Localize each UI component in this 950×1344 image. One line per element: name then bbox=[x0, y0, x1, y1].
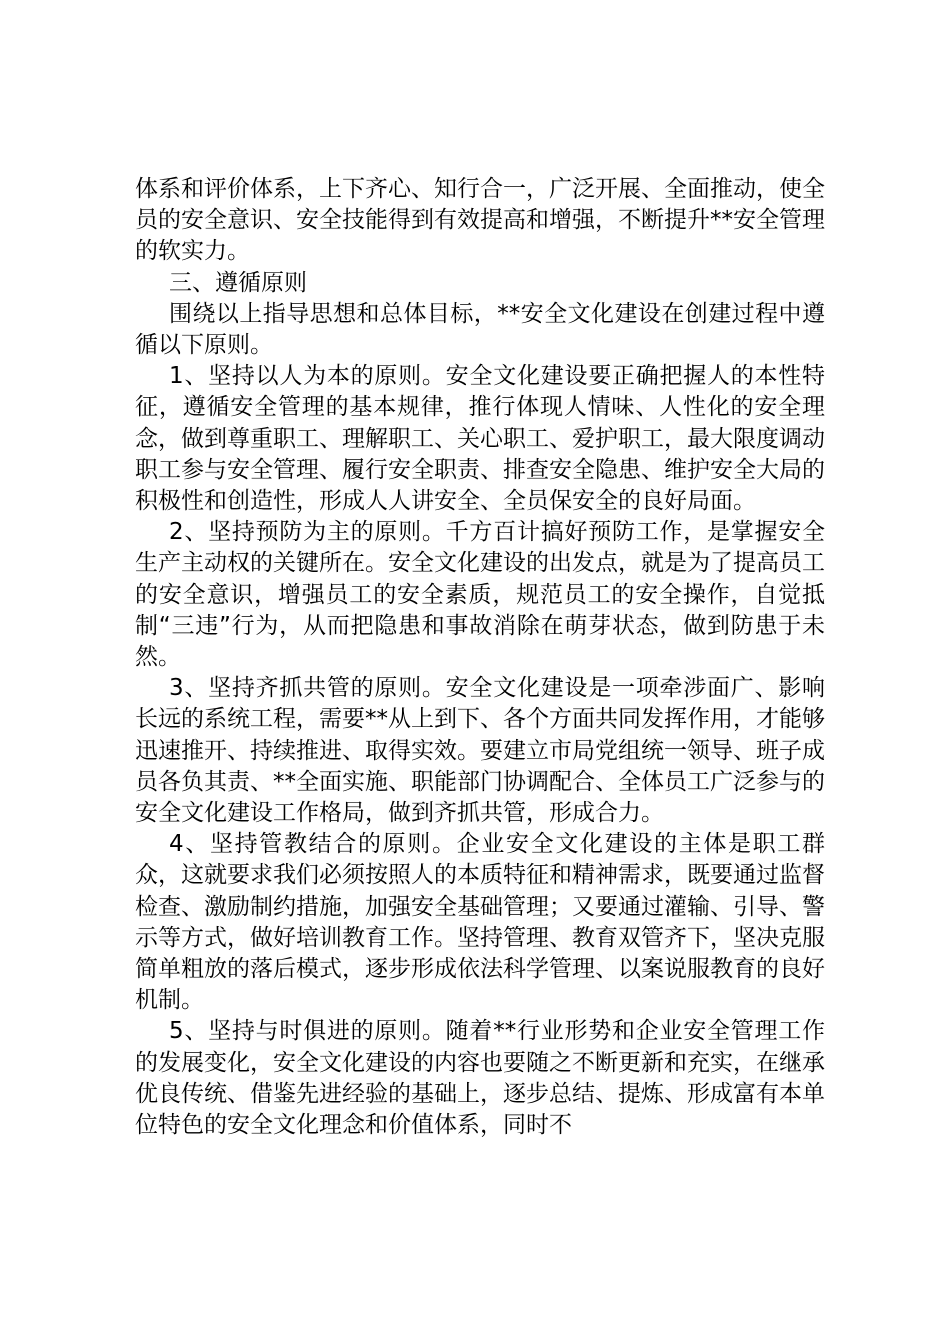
paragraph-continuation: 体系和评价体系，上下齐心、知行合一，广泛开展、全面推动，使全员的安全意识、安全技能得到有效提高和增强，不断提升**安全管理的软实力。 bbox=[135, 176, 825, 265]
principle-3: 3、坚持齐抓共管的原则。安全文化建设是一项牵涉面广、影响长远的系统工程，需要**从上到下、各个方面共同发挥作用，才能够迅速推开、持续推进、取得实效。要建立市局党组统一领导、班子成员各负其责、**全面实施、职能部门协调配合、全体员工广泛参与的安全文化建设工作格局，做到齐抓共管，形成合力。 bbox=[135, 675, 825, 827]
principle-1: 1、坚持以人为本的原则。安全文化建设要正确把握人的本性特征，遵循安全管理的基本规律，推行体现人情味、人性化的安全理念，做到尊重职工、理解职工、关心职工、爱护职工，最大限度调动职工参与安全管理、履行安全职责、排查安全隐患、维护安全大局的积极性和创造性，形成人人讲安全、全员保安全的良好局面。 bbox=[135, 363, 825, 515]
section-heading: 三、遵循原则 bbox=[169, 269, 307, 296]
principle-2: 2、坚持预防为主的原则。千方百计搞好预防工作，是掌握安全生产主动权的关键所在。安全文化建设的出发点，就是为了提高员工的安全意识，增强员工的安全素质，规范员工的安全操作，自觉抵制“三违”行为，从而把隐患和事故消除在萌芽状态，做到防患于未然。 bbox=[135, 519, 825, 671]
principle-4: 4、坚持管教结合的原则。企业安全文化建设的主体是职工群众，这就要求我们必须按照人的本质特征和精神需求，既要通过监督检查、激励制约措施，加强安全基础管理；又要通过灌输、引导、警示等方式，做好培训教育工作。坚持管理、教育双管齐下，坚决克服简单粗放的落后模式，逐步形成依法科学管理、以案说服教育的良好机制。 bbox=[135, 831, 825, 1014]
principle-5: 5、坚持与时俱进的原则。随着**行业形势和企业安全管理工作的发展变化，安全文化建设的内容也要随之不断更新和充实，在继承优良传统、借鉴先进经验的基础上，逐步总结、提炼、形成富有本单位特色的安全文化理念和价值体系，同时不 bbox=[135, 1018, 825, 1139]
document-body bbox=[135, 174, 825, 1141]
paragraph-intro: 围绕以上指导思想和总体目标，**安全文化建设在创建过程中遵循以下原则。 bbox=[135, 300, 825, 359]
